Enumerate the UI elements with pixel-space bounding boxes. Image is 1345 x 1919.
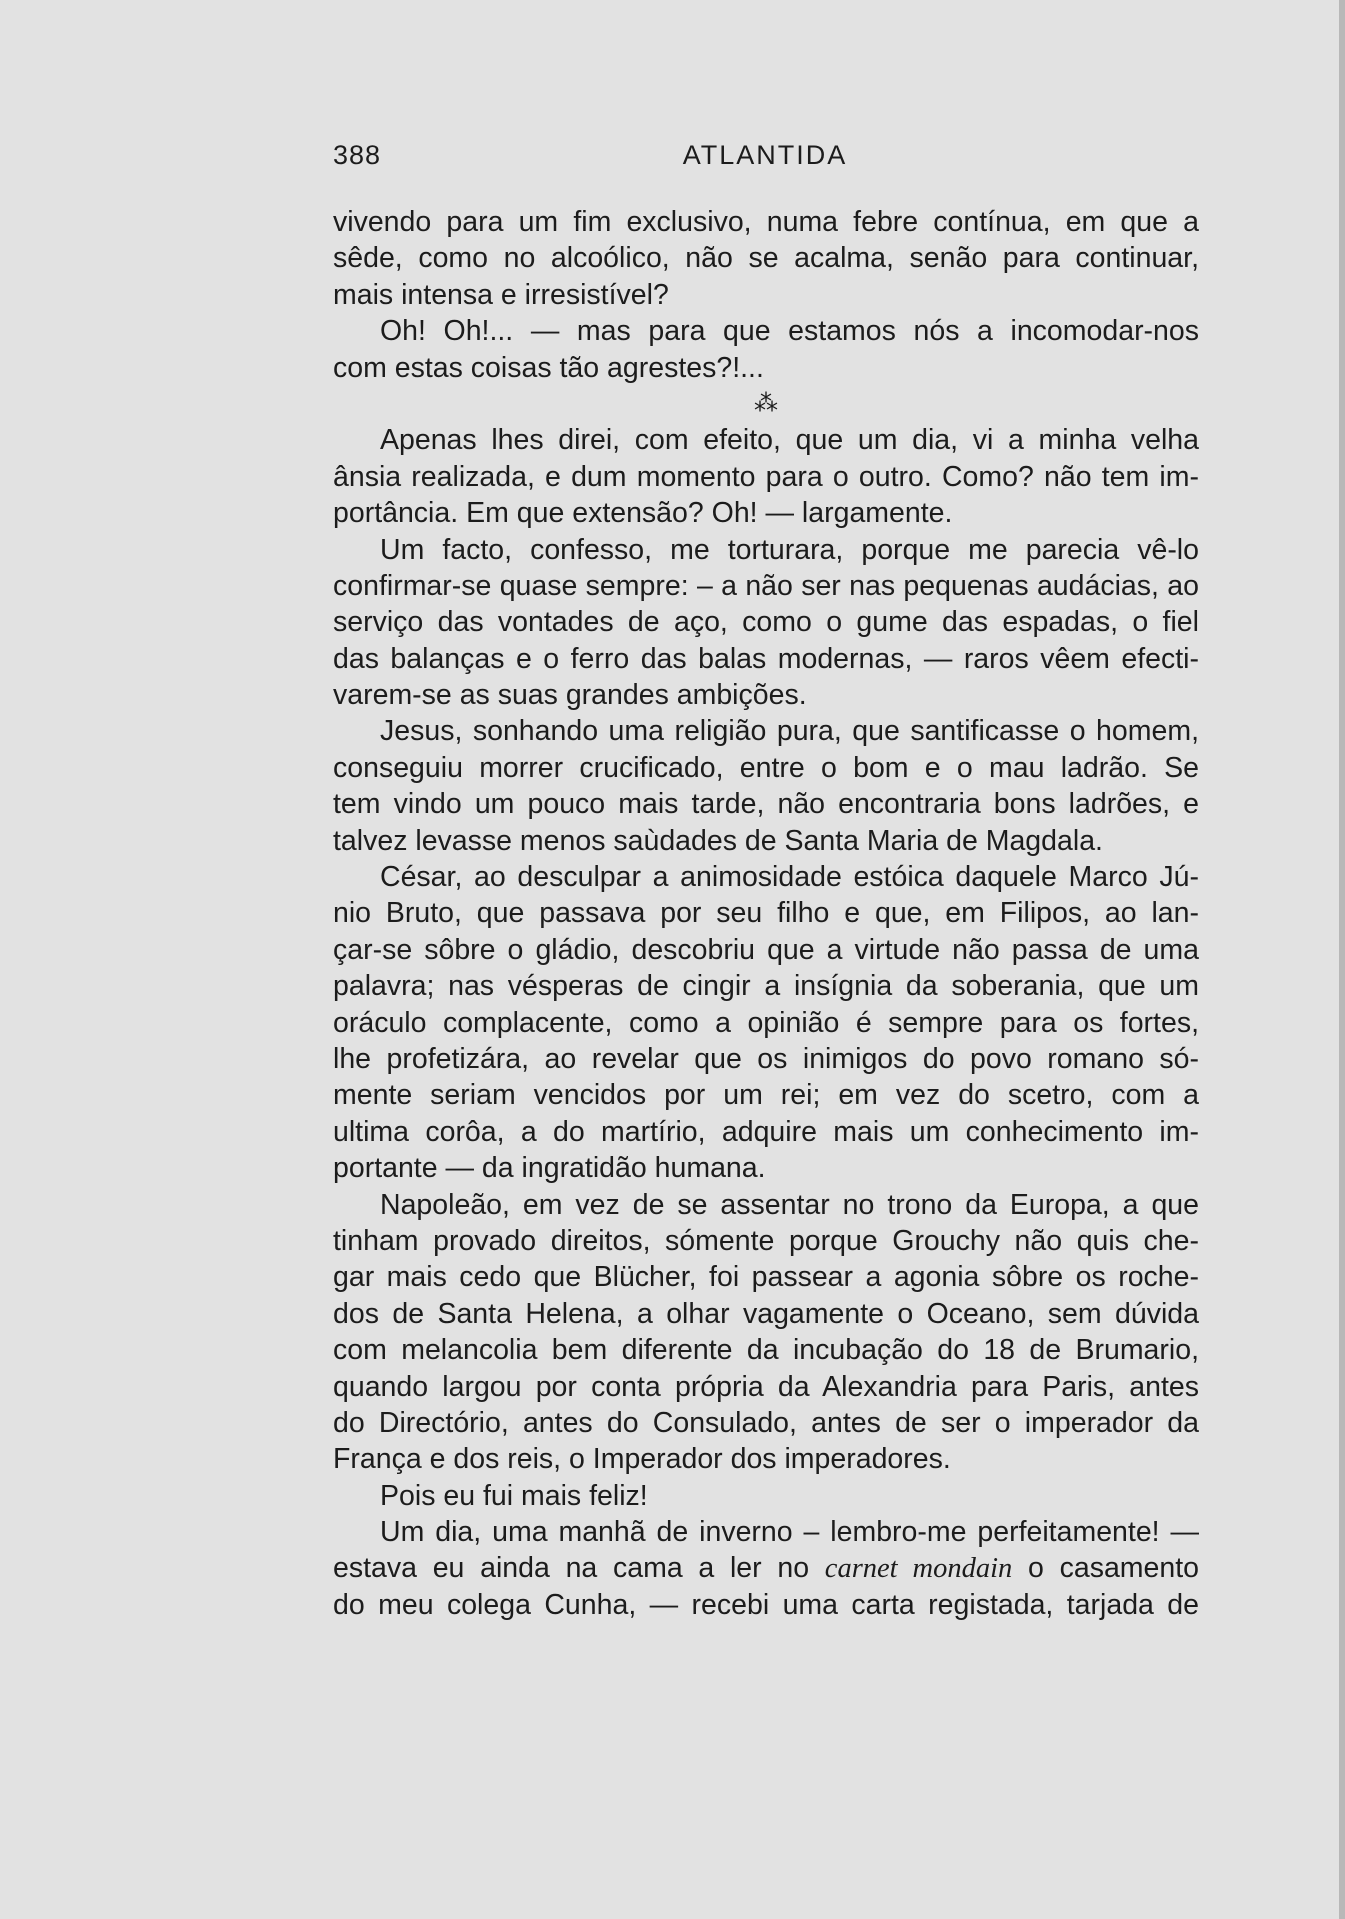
text-line: varem-se as suas grandes ambições. [333, 679, 807, 712]
text-line: dos de Santa Helena, a olhar vagamente o Oceano, sem dúvida [333, 1297, 1199, 1330]
text-line: Um dia, uma manhã de inverno – lembro-me perfeitamente! — [380, 1516, 1199, 1549]
text-line: Um facto, confesso, me torturara, porque me parecia vê-lo [380, 533, 1199, 566]
text-line: tem vindo um pouco mais tarde, não encontraria bons ladrões, e [333, 788, 1199, 821]
text-line: Oh! Oh!... — mas para que estamos nós a incomodar-nos [380, 315, 1199, 348]
text-line: ultima corôa, a do martírio, adquire mais um conhecimento im- [333, 1115, 1199, 1148]
text-line: França e dos reis, o Imperador dos imperadores. [333, 1443, 951, 1476]
text-line: Apenas lhes direi, com efeito, que um dia, vi a minha velha [380, 424, 1199, 457]
running-title: ATLANTIDA [682, 140, 848, 170]
text-line: do meu colega Cunha, — recebi uma carta registada, tarjada de [333, 1588, 1199, 1621]
text-line: sêde, como no alcoólico, não se acalma, senão para continuar, [333, 242, 1199, 275]
body-text [333, 204, 1199, 1623]
text-line: quando largou por conta própria da Alexandria para Paris, antes [333, 1370, 1199, 1403]
page-header [333, 140, 1199, 180]
text-line: tinham provado direitos, sómente porque Grouchy não quis che- [333, 1224, 1199, 1257]
paragraph [333, 1478, 1199, 1514]
text-line: mais intensa e irresistível? [333, 278, 669, 311]
text-line: com estas coisas tão agrestes?!... [333, 351, 764, 384]
text-line: estava eu ainda na cama a ler no carnet mondain o casamento [333, 1552, 1199, 1585]
text-line: confirmar-se quase sempre: – a não ser nas pequenas audácias, ao [333, 569, 1199, 602]
italic-phrase: carnet mondain [824, 1553, 1013, 1585]
text-line: lhe profetizára, ao revelar que os inimigos do povo romano só- [333, 1042, 1199, 1075]
paragraph [333, 859, 1199, 1187]
text-line: Pois eu fui mais feliz! [380, 1479, 648, 1512]
paragraph [333, 422, 1199, 531]
text-line: Jesus, sonhando uma religião pura, que santificasse o homem, [380, 715, 1199, 748]
page-number: 388 [333, 140, 382, 170]
text-line: talvez levasse menos saùdades de Santa Maria de Magdala. [333, 824, 1103, 857]
text-line: portante — da ingratidão humana. [333, 1152, 766, 1185]
paragraph [333, 313, 1199, 386]
text-line: oráculo complacente, como a opinião é sempre para os fortes, [333, 1006, 1199, 1039]
text-line: do Directório, antes do Consulado, antes de ser o imperador da [333, 1406, 1199, 1439]
paragraph [333, 713, 1199, 859]
text-line: ânsia realizada, e dum momento para o outro. Como? não tem im- [333, 460, 1199, 493]
paragraph [333, 1187, 1199, 1478]
text-line: serviço das vontades de aço, como o gume das espadas, o fiel [333, 606, 1199, 639]
text-line: com melancolia bem diferente da incubação do 18 de Brumario, [333, 1334, 1199, 1367]
section-asterism: ⁂ [754, 389, 778, 417]
text-line: César, ao desculpar a animosidade estóica daquele Marco Jú- [380, 861, 1199, 894]
paragraph [333, 204, 1199, 313]
text-line: çar-se sôbre o gládio, descobriu que a virtude não passa de uma [333, 933, 1199, 966]
text-line: gar mais cedo que Blücher, foi passear a agonia sôbre os roche- [333, 1261, 1199, 1294]
paragraph [333, 1514, 1199, 1623]
text-line: das balanças e o ferro das balas modernas, — raros vêem efecti- [333, 642, 1199, 675]
text-line: nio Bruto, que passava por seu filho e que, em Filipos, ao lan- [333, 897, 1199, 930]
text-line: Napoleão, em vez de se assentar no trono da Europa, a que [380, 1188, 1199, 1221]
text-line: portância. Em que extensão? Oh! — largamente. [333, 497, 953, 530]
text-line: mente seriam vencidos por um rei; em vez do scetro, com a [333, 1079, 1199, 1112]
text-line: palavra; nas vésperas de cingir a insígnia da soberania, que um [333, 970, 1199, 1003]
page-edge [1339, 0, 1345, 1919]
text-line: vivendo para um fim exclusivo, numa febre contínua, em que a [333, 206, 1199, 238]
paragraph [333, 532, 1199, 714]
text-line: conseguiu morrer crucificado, entre o bom e o mau ladrão. Se [333, 751, 1199, 784]
